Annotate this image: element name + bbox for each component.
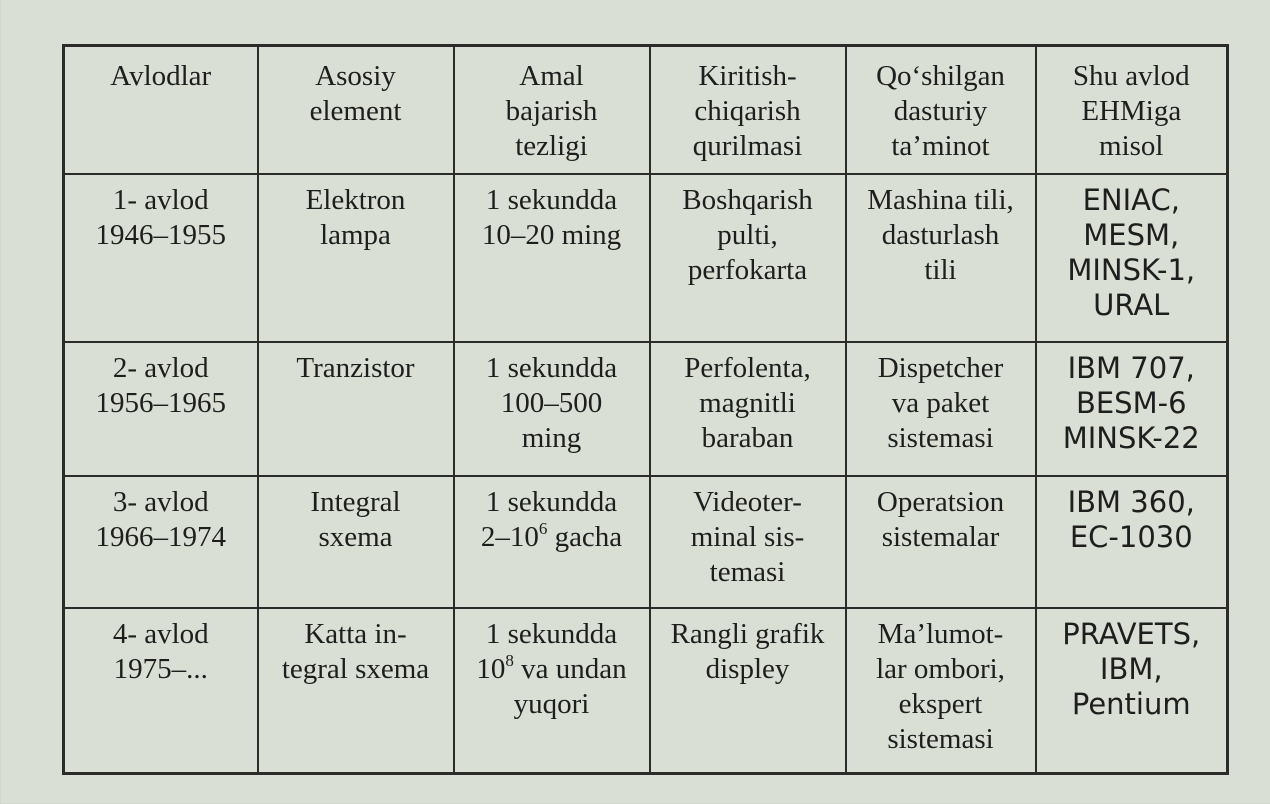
cell-line: [459, 520, 645, 555]
cell-line: MINSK-1,: [1067, 252, 1196, 287]
speed-cell: [454, 342, 650, 476]
cell-line: bajarish: [505, 95, 598, 127]
header-speed: [454, 46, 650, 174]
cell-line: URAL: [1093, 287, 1170, 322]
table-row: [64, 174, 1228, 342]
io-cell: [650, 476, 846, 608]
cell-line: 2- avlod: [112, 351, 209, 384]
speed-cell: [454, 476, 650, 608]
cell-line: Operatsion: [876, 485, 1005, 518]
cell-line: dasturiy: [893, 95, 988, 127]
cell-line: Videoter-: [693, 485, 802, 518]
speed-text: gacha: [547, 520, 623, 553]
cell-line: 10–20 ming: [481, 218, 622, 251]
element-cell: [258, 608, 454, 774]
table-row: [64, 608, 1228, 774]
cell-line: 1 sekundda: [485, 351, 618, 384]
cell-line: sistemalar: [881, 520, 1000, 553]
software-cell: [846, 608, 1036, 774]
cell-line: temasi: [709, 555, 786, 588]
cell-line: IBM 707,: [1067, 350, 1195, 385]
cell-line: IBM 360,: [1067, 484, 1195, 519]
cell-line: lampa: [320, 218, 391, 251]
cell-line: va paket: [891, 386, 990, 419]
generation-cell: [64, 342, 258, 476]
generation-cell: [64, 476, 258, 608]
header-generations: [64, 46, 258, 174]
speed-text: 10: [476, 652, 506, 685]
cell-line: tili: [924, 253, 957, 286]
examples-cell: [1036, 174, 1228, 342]
cell-line: pulti,: [717, 218, 778, 251]
cell-line: ENIAC,: [1082, 182, 1180, 217]
cell-line: 4- avlod: [112, 617, 209, 650]
cell-line: tegral sxema: [281, 652, 430, 685]
cell-line: ta’minot: [891, 130, 990, 162]
computer-generations-table: [62, 44, 1229, 775]
speed-text: 2–10: [480, 520, 539, 553]
cell-line: 1956–1965: [95, 386, 226, 419]
io-cell: [650, 174, 846, 342]
cell-line: Mashina tili,: [867, 183, 1014, 216]
cell-line: Tranzistor: [296, 351, 415, 384]
cell-line: [459, 652, 645, 687]
exponent: 6: [538, 518, 548, 538]
cell-line: Avlodlar: [110, 60, 212, 92]
generation-cell: [64, 608, 258, 774]
cell-line: 1 sekundda: [485, 183, 618, 216]
io-cell: [650, 608, 846, 774]
cell-line: 1 sekundda: [485, 617, 618, 650]
software-cell: [846, 476, 1036, 608]
cell-line: Amal: [519, 60, 584, 92]
cell-line: minal sis-: [690, 520, 805, 553]
cell-line: Pentium: [1071, 686, 1191, 721]
header-main-element: [258, 46, 454, 174]
cell-line: Shu avlod: [1072, 60, 1190, 92]
cell-line: displey: [705, 652, 790, 685]
cell-line: BESM-6: [1075, 385, 1187, 420]
cell-line: 1- avlod: [112, 183, 209, 216]
speed-text: va undan: [513, 652, 627, 685]
examples-cell: [1036, 608, 1228, 774]
software-cell: [846, 342, 1036, 476]
cell-line: tezligi: [515, 130, 588, 162]
cell-line: EHMiga: [1081, 95, 1182, 127]
cell-line: 3- avlod: [112, 485, 209, 518]
cell-line: sistemasi: [887, 722, 994, 755]
io-cell: [650, 342, 846, 476]
cell-line: Boshqarish: [682, 183, 813, 216]
examples-cell: [1036, 342, 1228, 476]
cell-line: Perfolenta,: [684, 351, 811, 384]
speed-cell: [454, 608, 650, 774]
cell-line: Katta in-: [304, 617, 407, 650]
cell-line: sistemasi: [887, 421, 994, 454]
cell-line: qurilmasi: [692, 130, 803, 162]
cell-line: 1 sekundda: [485, 485, 618, 518]
header-software: [846, 46, 1036, 174]
cell-line: PRAVETS,: [1062, 616, 1201, 651]
cell-line: element: [309, 95, 402, 127]
cell-line: 1966–1974: [95, 520, 226, 553]
cell-line: Elektron: [305, 183, 406, 216]
cell-line: chiqarish: [694, 95, 801, 127]
software-cell: [846, 174, 1036, 342]
generation-cell: [64, 174, 258, 342]
cell-line: 100–500: [500, 386, 603, 419]
cell-line: MESM,: [1083, 217, 1180, 252]
cell-line: 1946–1955: [95, 218, 226, 251]
cell-line: magnitli: [699, 386, 796, 419]
cell-line: Ma’lumot-: [877, 617, 1004, 650]
cell-line: Rangli grafik: [670, 617, 825, 650]
element-cell: [258, 174, 454, 342]
exponent: 8: [505, 650, 514, 670]
cell-line: misol: [1099, 130, 1164, 162]
element-cell: [258, 476, 454, 608]
cell-line: yuqori: [513, 687, 590, 720]
cell-line: Qo‘shilgan: [876, 60, 1005, 92]
table-row: [64, 476, 1228, 608]
cell-line: Dispetcher: [877, 351, 1004, 384]
header-io-device: [650, 46, 846, 174]
cell-line: MINSK-22: [1062, 420, 1200, 455]
cell-line: lar ombori,: [876, 652, 1005, 685]
table-row: [64, 342, 1228, 476]
header-row: [64, 46, 1228, 174]
cell-line: dasturlash: [881, 218, 1000, 251]
element-cell: [258, 342, 454, 476]
cell-line: sxema: [318, 520, 393, 553]
cell-line: 1975–...: [113, 652, 208, 685]
cell-line: Asosiy: [315, 60, 396, 92]
cell-line: IBM,: [1099, 651, 1163, 686]
cell-line: perfokarta: [687, 253, 808, 286]
cell-line: Kiritish-: [698, 60, 797, 92]
cell-line: ming: [521, 421, 582, 454]
header-examples: [1036, 46, 1228, 174]
cell-line: EC-1030: [1069, 519, 1193, 554]
examples-cell: [1036, 476, 1228, 608]
speed-cell: [454, 174, 650, 342]
cell-line: Integral: [310, 485, 401, 518]
cell-line: ekspert: [898, 687, 983, 720]
cell-line: baraban: [701, 421, 794, 454]
